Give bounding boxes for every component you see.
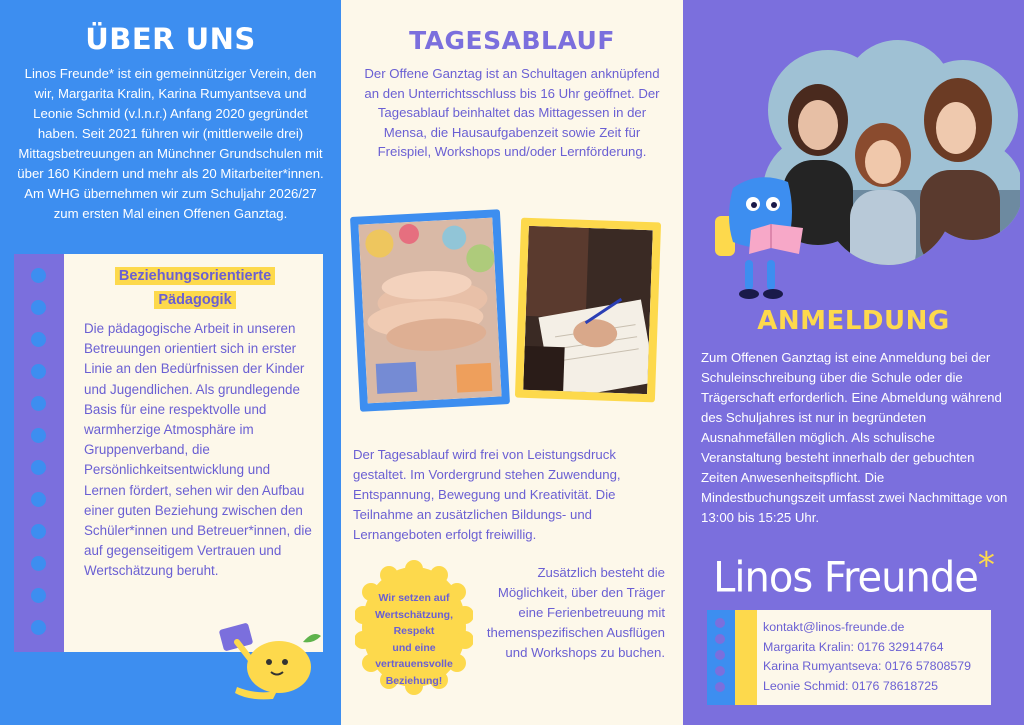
binding-hole: [31, 396, 46, 411]
notebook-binding: [14, 254, 64, 652]
binding-hole: [715, 634, 725, 644]
binding-hole: [31, 268, 46, 283]
about-title: ÜBER UNS: [85, 22, 256, 56]
contact-accent-strip: [735, 610, 757, 705]
values-badge: [355, 560, 473, 695]
binding-hole: [31, 428, 46, 443]
binding-hole: [715, 682, 725, 692]
contact-email[interactable]: kontakt@linos-freunde.de: [763, 620, 905, 634]
lemon-mascot-icon: [217, 612, 327, 702]
pedagogy-subtitle: [96, 264, 294, 312]
contact-card: [707, 610, 991, 705]
binding-hole: [31, 524, 46, 539]
schedule-title: TAGESABLAUF: [409, 26, 615, 55]
binding-hole: [31, 460, 46, 475]
contact-phone-leonie: Leonie Schmid: 0176 78618725: [763, 678, 938, 693]
signup-text: Zum Offenen Ganztag ist eine Anmeldung bei der Schuleinschreibung über die Schule oder die Trägerschaft erforderlich. Eine Abmeldung während des Schuljahres ist nur in begründeten Ausnahmefällen möglich. Als schulische Veranstaltung besteht innerhalb der gebuchten Zeiten Anwesenheitspflicht. Die Mindestbuchungszeit umfasst zwei Nachmittage von 13:00 bis 15:25 Uhr.: [701, 350, 1008, 525]
about-text: Linos Freunde* ist ein gemeinnütziger Verein, den wir, Margarita Kralin, Karina Rumyantseva und Leonie Schmid (v.l.n.r.) Anfang 2020 gegründet haben. Seit 2021 führen wir (mittlerweile drei) Mittagsbetreuungen an Münchner Grundschulen mit über 160 Kindern und mehr als 20 Mitarbeiter*innen. Am WHG übernehmen wir zum Schuljahr 2026/27 zum ersten Mal einen Offenen Ganztag.: [17, 66, 324, 221]
signup-title: ANMELDUNG: [757, 306, 950, 336]
binding-hole: [31, 492, 46, 507]
badge-line: vertrauensvolle: [375, 658, 453, 670]
contact-phone-margarita: Margarita Kralin: 0176 32914764: [763, 639, 944, 654]
photo-stacked-hands: [350, 209, 510, 412]
badge-line: Respekt: [393, 625, 435, 637]
holiday-care-text: Zusätzlich besteht die Möglichkeit, über den Träger eine Ferienbetreuung mit themenspezifischen Ausflügen und Workshops zu buchen.: [486, 565, 665, 660]
binding-hole: [715, 618, 725, 628]
contact-phone-karina: Karina Rumyantseva: 0176 57808579: [763, 659, 972, 673]
signup-panel: [683, 0, 1024, 725]
badge-text: [355, 590, 473, 689]
subtitle-line-1: Beziehungsorientierte: [115, 267, 275, 285]
contact-binding: [707, 610, 735, 705]
binding-hole: [31, 300, 46, 315]
notebook-page: [64, 254, 323, 652]
binding-hole: [31, 332, 46, 347]
badge-line: Wertschätzung,: [375, 608, 453, 621]
schedule-body-text: Der Tagesablauf wird frei von Leistungsdruck gestaltet. Im Vordergrund stehen Zuwendung, Entspannung, Bewegung und Kreativität. Die Teilnahme an zusätzlichen Bildungs- und Lernangeboten erfolgt freiwillig.: [353, 447, 621, 542]
binding-hole: [715, 650, 725, 660]
writing-image: [523, 226, 653, 394]
badge-line: Beziehung!: [385, 674, 443, 687]
schedule-intro-text: Der Offene Ganztag ist an Schultagen anknüpfend an den Unterrichtsschluss bis 16 Uhr geöffnet. Der Tagesablauf beinhaltet das Mittagessen in der Mensa, die Hausaufgabenzeit sowie Zeit für Freispiel, Workshops und/oder Lernförderung.: [364, 66, 660, 159]
pedagogy-text: Die pädagogische Arbeit in unseren Betreuungen orientiert sich in erster Linie an den Bedürfnissen der Kinder und Jugendlichen. Als grundlegende Basis für eine respektvolle und warmherzige Atmosphäre im Gruppenverband, die Persönlichkeitsentwicklung und Lernen fördert, sehen wir den Aufbau einer guten Beziehung zwischen den Schüler*innen und Betreuer*innen, die auf gegenseitigem Vertrauen und Wertschätzung beruht.: [84, 321, 312, 579]
stacked-hands-image: [358, 218, 501, 404]
brand-name: Linos Freunde: [713, 553, 978, 603]
binding-hole: [31, 364, 46, 379]
pedagogy-notebook: [14, 254, 323, 652]
brand-star: *: [977, 544, 994, 587]
schedule-panel: [341, 0, 683, 725]
blue-reading-mascot-icon: [713, 168, 813, 303]
badge-line: Wir setzen auf: [378, 592, 450, 604]
badge-line: und eine: [392, 641, 436, 654]
photo-writing-child: [515, 218, 661, 403]
binding-hole: [715, 666, 725, 676]
brand-logo: [683, 544, 1024, 603]
binding-hole: [31, 556, 46, 571]
contact-lines: [763, 618, 971, 696]
binding-hole: [31, 620, 46, 635]
subtitle-line-2: Pädagogik: [154, 291, 235, 309]
contact-page: [757, 610, 991, 705]
binding-hole: [31, 588, 46, 603]
